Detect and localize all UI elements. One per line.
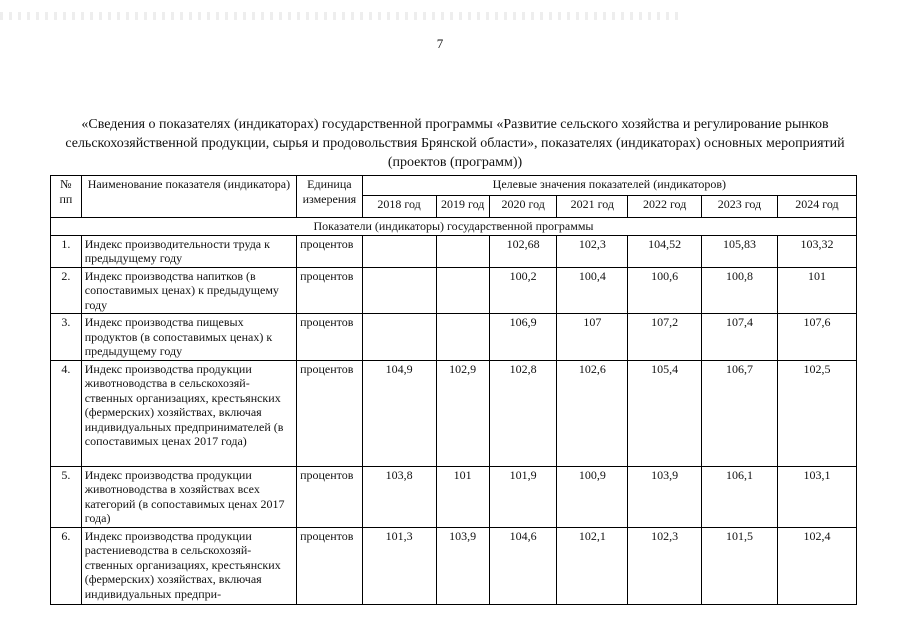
value-cell: 100,8	[702, 267, 778, 314]
unit-cell: процентов	[297, 466, 363, 527]
indicator-name: Индекс производительности труда к предыдущему году	[81, 235, 296, 267]
indicator-name: Индекс производства напитков (в сопоставимых ценах) к предыдущему году	[81, 267, 296, 314]
row-number: 1.	[51, 235, 82, 267]
value-cell: 106,1	[702, 466, 778, 527]
value-cell: 102,68	[489, 235, 557, 267]
value-cell: 104,6	[489, 527, 557, 604]
value-cell: 107,6	[777, 314, 856, 361]
header-name: Наименование показателя (индикатора)	[81, 176, 296, 218]
value-cell: 100,6	[628, 267, 702, 314]
value-cell	[436, 235, 489, 267]
row-number: 4.	[51, 360, 82, 466]
value-cell	[362, 267, 436, 314]
row-number: 6.	[51, 527, 82, 604]
indicator-name: Индекс производства пищевых продуктов (в сопоставимых ценах) к предыдущему году	[81, 314, 296, 361]
table-row	[51, 360, 857, 466]
value-cell: 107	[557, 314, 628, 361]
value-cell: 101,9	[489, 466, 557, 527]
table-row	[51, 235, 857, 267]
table-header	[51, 176, 857, 218]
header-num: № пп	[51, 176, 82, 218]
value-cell: 102,1	[557, 527, 628, 604]
value-cell: 103,9	[628, 466, 702, 527]
header-year: 2019 год	[436, 196, 489, 218]
unit-cell: процентов	[297, 235, 363, 267]
value-cell: 101	[777, 267, 856, 314]
value-cell: 102,5	[777, 360, 856, 466]
value-cell: 100,9	[557, 466, 628, 527]
indicators-table	[50, 175, 857, 605]
value-cell: 101	[436, 466, 489, 527]
value-cell: 102,3	[628, 527, 702, 604]
value-cell	[362, 314, 436, 361]
value-cell: 102,3	[557, 235, 628, 267]
value-cell: 101,3	[362, 527, 436, 604]
value-cell: 102,4	[777, 527, 856, 604]
value-cell	[436, 267, 489, 314]
value-cell: 102,8	[489, 360, 557, 466]
header-year: 2020 год	[489, 196, 557, 218]
header-targets: Целевые значения показателей (индикаторов)	[362, 176, 856, 196]
value-cell: 102,9	[436, 360, 489, 466]
value-cell: 104,52	[628, 235, 702, 267]
header-year: 2023 год	[702, 196, 778, 218]
value-cell: 103,32	[777, 235, 856, 267]
table-row	[51, 267, 857, 314]
value-cell: 105,83	[702, 235, 778, 267]
scan-edge-noise	[0, 12, 680, 20]
value-cell: 100,4	[557, 267, 628, 314]
value-cell: 107,4	[702, 314, 778, 361]
value-cell: 106,9	[489, 314, 557, 361]
header-year: 2018 год	[362, 196, 436, 218]
page-number: 7	[436, 36, 444, 51]
table-row	[51, 466, 857, 527]
value-cell: 105,4	[628, 360, 702, 466]
value-cell: 101,5	[702, 527, 778, 604]
header-year: 2024 год	[777, 196, 856, 218]
row-number: 5.	[51, 466, 82, 527]
indicator-name: Индекс производства продукции животноводства в сельскохозяйственных организациях, крестьянских (фермерских) хозяйствах, включая индивидуальных предпринимателей (в сопоставимых ценах 2017 года)	[81, 360, 296, 466]
value-cell	[362, 235, 436, 267]
row-number: 2.	[51, 267, 82, 314]
value-cell: 106,7	[702, 360, 778, 466]
unit-cell: процентов	[297, 314, 363, 361]
value-cell: 103,1	[777, 466, 856, 527]
value-cell: 102,6	[557, 360, 628, 466]
value-cell: 104,9	[362, 360, 436, 466]
document-title: «Сведения о показателях (индикаторах) государственной программы «Развитие сельского хозяйства и регулирование рынков сельскохозяйственной продукции, сырья и продовольствия Брянской области», показателях (индикаторах) основных мероприятий (проектов (программ))	[65, 117, 845, 170]
value-cell: 103,8	[362, 466, 436, 527]
value-cell: 100,2	[489, 267, 557, 314]
header-year: 2022 год	[628, 196, 702, 218]
value-cell: 103,9	[436, 527, 489, 604]
value-cell	[436, 314, 489, 361]
section-title: Показатели (индикаторы) государственной программы	[51, 218, 857, 236]
table-row	[51, 527, 857, 604]
header-unit: Единица измерения	[297, 176, 363, 218]
indicator-name: Индекс производства продукции животноводства в хозяйствах всех категорий (в сопоставимых ценах 2017 года)	[81, 466, 296, 527]
unit-cell: процентов	[297, 360, 363, 466]
header-year: 2021 год	[557, 196, 628, 218]
indicator-name: Индекс производства продукции растениеводства в сельскохозяйственных организациях, крестьянских (фермерских) хозяйствах, включая индивидуальных предпри-	[81, 527, 296, 604]
table-row	[51, 314, 857, 361]
unit-cell: процентов	[297, 527, 363, 604]
value-cell: 107,2	[628, 314, 702, 361]
unit-cell: процентов	[297, 267, 363, 314]
row-number: 3.	[51, 314, 82, 361]
